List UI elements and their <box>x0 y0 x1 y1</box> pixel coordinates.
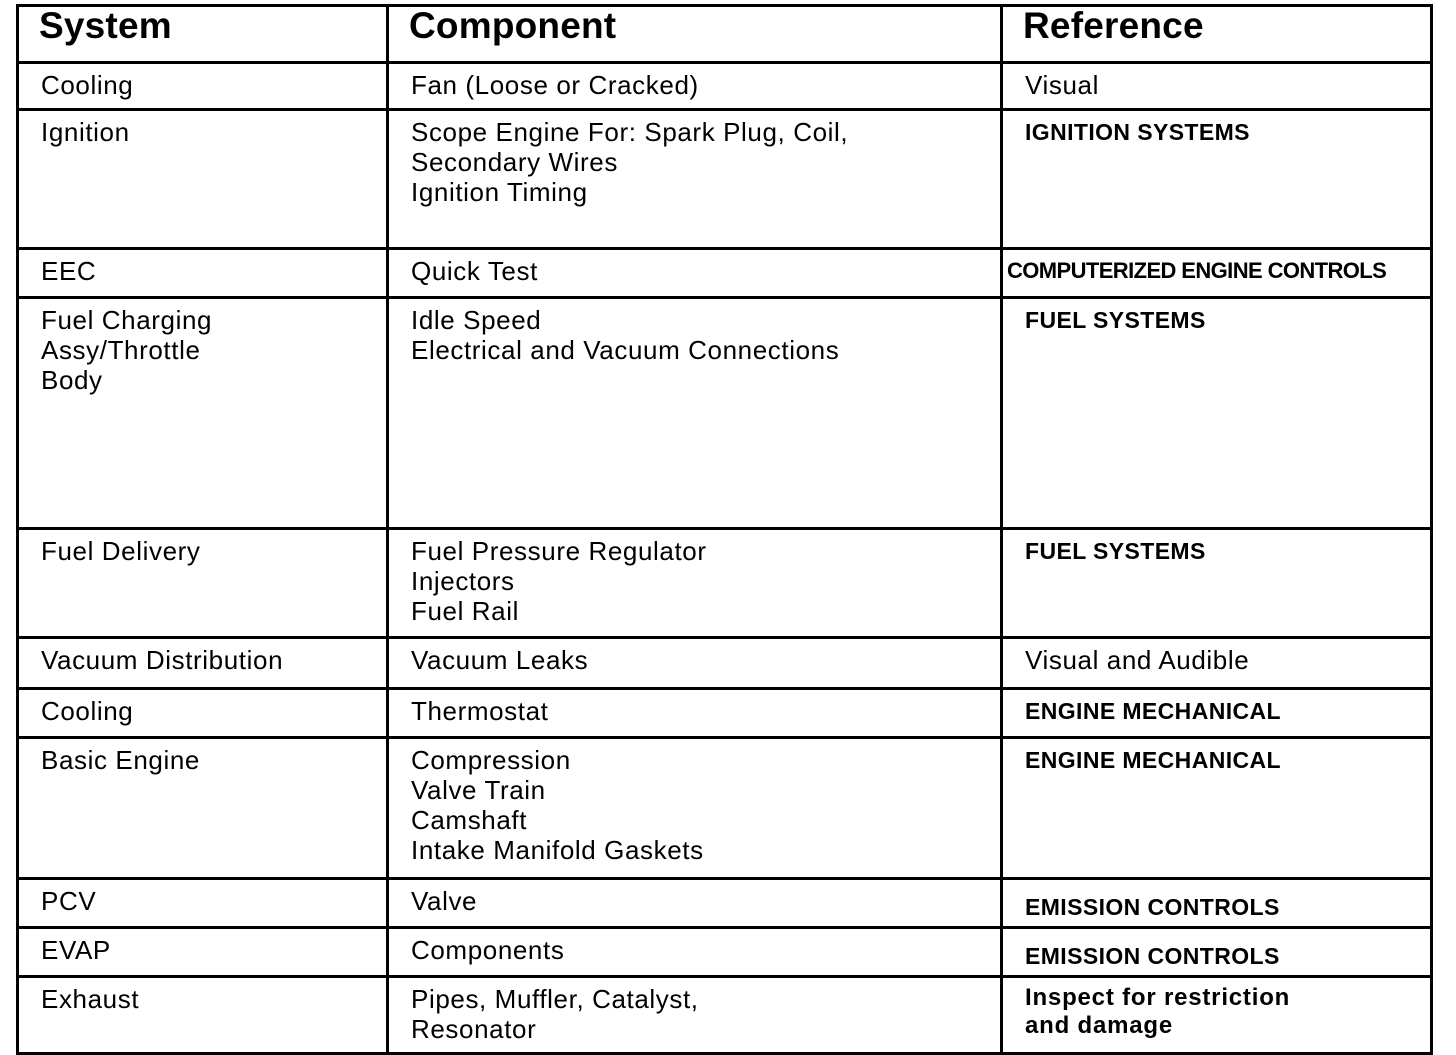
component-text: Vacuum Leaks <box>411 645 589 675</box>
component-text: Secondary Wires <box>411 147 618 177</box>
reference-text: Visual <box>1025 70 1099 100</box>
header-component: Component <box>388 6 1002 63</box>
reference-text: FUEL SYSTEMS <box>1025 307 1206 333</box>
component-text: Fuel Rail <box>411 596 519 626</box>
system-text: EVAP <box>41 935 111 965</box>
system-cell <box>18 110 388 249</box>
reference-text: ENGINE MECHANICAL <box>1025 747 1281 773</box>
component-cell <box>388 529 1002 638</box>
table-row <box>18 977 1432 1054</box>
table-row <box>18 738 1432 879</box>
component-text: Thermostat <box>411 696 549 726</box>
reference-cell <box>1002 249 1432 298</box>
system-text: Vacuum Distribution <box>41 645 284 675</box>
component-cell <box>388 689 1002 738</box>
system-cell <box>18 879 388 928</box>
component-text: Camshaft <box>411 805 528 835</box>
system-cell <box>18 928 388 977</box>
system-text: EEC <box>41 256 97 286</box>
system-cell <box>18 738 388 879</box>
component-text: Fuel Pressure Regulator <box>411 536 707 566</box>
component-cell <box>388 879 1002 928</box>
component-cell <box>388 110 1002 249</box>
system-text: Cooling <box>41 696 134 726</box>
system-text: Assy/Throttle <box>41 335 201 365</box>
header-reference: Reference <box>1002 6 1432 63</box>
component-cell <box>388 738 1002 879</box>
component-cell <box>388 298 1002 529</box>
system-text: Ignition <box>41 117 130 147</box>
reference-text: FUEL SYSTEMS <box>1025 538 1206 564</box>
component-text: Valve Train <box>411 775 546 805</box>
component-text: Injectors <box>411 566 515 596</box>
system-text: Fuel Charging <box>41 305 213 335</box>
reference-cell <box>1002 529 1432 638</box>
table-row <box>18 298 1432 529</box>
system-cell <box>18 249 388 298</box>
reference-text: COMPUTERIZED ENGINE CONTROLS <box>1007 258 1387 283</box>
component-text: Quick Test <box>411 256 538 286</box>
header-system: System <box>18 6 388 63</box>
system-text: Body <box>41 365 103 395</box>
system-text: PCV <box>41 886 97 916</box>
component-text: Resonator <box>411 1014 537 1044</box>
component-cell <box>388 63 1002 110</box>
system-cell <box>18 638 388 689</box>
component-cell <box>388 638 1002 689</box>
component-text: Fan (Loose or Cracked) <box>411 70 699 100</box>
system-text: Basic Engine <box>41 745 200 775</box>
component-text: Compression <box>411 745 571 775</box>
header-row <box>18 6 1432 63</box>
reference-cell <box>1002 738 1432 879</box>
system-cell <box>18 977 388 1054</box>
component-text: Electrical and Vacuum Connections <box>411 335 840 365</box>
component-text: Valve <box>411 886 478 916</box>
reference-text: Inspect for restriction <box>1025 984 1291 1011</box>
table-row <box>18 928 1432 977</box>
reference-text: IGNITION SYSTEMS <box>1025 119 1250 145</box>
reference-text: EMISSION CONTROLS <box>1025 894 1280 920</box>
table-row <box>18 110 1432 249</box>
reference-cell <box>1002 638 1432 689</box>
reference-cell <box>1002 63 1432 110</box>
table-row <box>18 879 1432 928</box>
reference-cell <box>1002 298 1432 529</box>
inspection-reference-table <box>16 4 1433 1055</box>
system-text: Exhaust <box>41 984 140 1014</box>
reference-text: ENGINE MECHANICAL <box>1025 698 1281 724</box>
reference-cell <box>1002 977 1432 1054</box>
table-row <box>18 63 1432 110</box>
component-text: Components <box>411 935 565 965</box>
component-text: Ignition Timing <box>411 177 588 207</box>
reference-cell <box>1002 928 1432 977</box>
table-row <box>18 249 1432 298</box>
system-cell <box>18 298 388 529</box>
reference-cell <box>1002 110 1432 249</box>
table-row <box>18 638 1432 689</box>
table-row <box>18 689 1432 738</box>
component-cell <box>388 928 1002 977</box>
table-row <box>18 529 1432 638</box>
component-text: Intake Manifold Gaskets <box>411 835 704 865</box>
reference-cell <box>1002 689 1432 738</box>
reference-text: Visual and Audible <box>1025 645 1250 675</box>
system-cell <box>18 689 388 738</box>
component-text: Scope Engine For: Spark Plug, Coil, <box>411 117 849 147</box>
component-text: Pipes, Muffler, Catalyst, <box>411 984 699 1014</box>
system-text: Cooling <box>41 70 134 100</box>
component-cell <box>388 249 1002 298</box>
component-cell <box>388 977 1002 1054</box>
reference-cell <box>1002 879 1432 928</box>
reference-text: EMISSION CONTROLS <box>1025 943 1280 969</box>
reference-text: and damage <box>1025 1012 1174 1039</box>
system-text: Fuel Delivery <box>41 536 201 566</box>
component-text: Idle Speed <box>411 305 542 335</box>
system-cell <box>18 529 388 638</box>
system-cell <box>18 63 388 110</box>
